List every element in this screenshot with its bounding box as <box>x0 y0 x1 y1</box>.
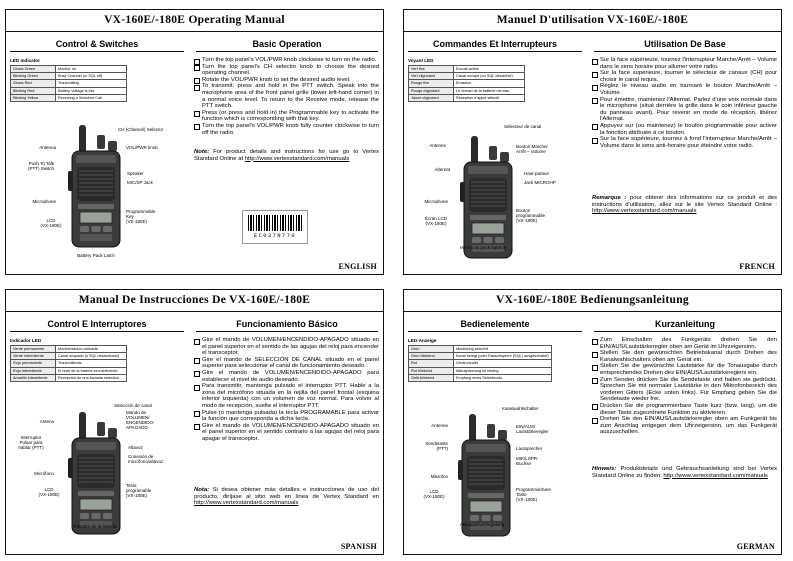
checkbox-bullet-icon <box>592 85 598 91</box>
led-title: LED Indicator <box>10 58 40 63</box>
steps-list <box>194 337 379 443</box>
label-battery-latch: Battery Pack Latch <box>77 253 115 258</box>
led-meaning: Monitoring aktiv/ert <box>454 346 552 353</box>
step-item <box>194 423 379 443</box>
label-lcd: LCD (VX-180E) <box>40 218 62 228</box>
right-heading: Utilisation De Base <box>594 37 776 52</box>
step-text: Sur la face supérieure, tournez à fond l'interrupteur Marche/Arrêt – Volume dans le sens anti-horaire pour éteindre votre radio. <box>600 136 777 149</box>
step-text: Turn the top panel's VOL/PWR knob fully counter clockwise to turn off the radio. <box>202 122 379 136</box>
label-vol-pwr: EIN/AUS/ Lautstärkeregler <box>516 424 549 434</box>
panel-spanish <box>5 289 384 555</box>
left-heading: Control E Interruptores <box>10 317 184 332</box>
led-row <box>409 66 525 73</box>
label-ptt: Sendetaste (PTT) <box>425 441 448 451</box>
label-lcd: Écran LCD (VX-180E) <box>424 216 447 226</box>
step-text: Zum Senden drücken Sie die Sendetaste und halten sie gedrückt. Sprechen Sie mit normaler Lautstärke in den Mikrofonbereich des vorderen Gitters (Ecke unten links). Für Empfang geben Sie die Sendetaste wieder frei. <box>600 376 777 403</box>
led-meaning: Ecoute active <box>454 66 525 73</box>
checkbox-bullet-icon <box>194 85 200 91</box>
step-item <box>194 410 379 423</box>
panel-french <box>403 9 782 275</box>
label-speaker: Haut-parleur <box>524 171 550 176</box>
label-channel-selector: Selección de canal <box>114 403 152 408</box>
step-item <box>592 403 777 416</box>
steps-list <box>592 57 777 149</box>
label-vol-pwr: Mando de VOLUMEN/ ENCENDIDO- APAGADO <box>126 410 155 430</box>
led-state: Rot <box>409 360 454 367</box>
led-row <box>409 87 525 94</box>
label-prog-key: Programmierbare Taste (VX-180E) <box>516 487 552 502</box>
led-meaning: Monitorización activada <box>56 346 127 353</box>
led-state: Rot blinkend <box>409 367 454 374</box>
checkbox-bullet-icon <box>592 404 598 410</box>
step-text: Gire el mando de VOLUMEN/ENCENDIDO-APAGADO para establecer el nivel de audio deseado. <box>202 369 379 383</box>
led-row <box>409 80 525 87</box>
led-state: Verde intermitente <box>11 353 56 360</box>
label-lcd: LCD (VX-180E) <box>38 487 60 497</box>
left-heading: Bedienelemente <box>408 317 582 332</box>
led-row <box>11 374 127 381</box>
step-item <box>194 64 379 77</box>
step-item <box>592 57 777 70</box>
led-meaning: Gerät sendet <box>454 360 552 367</box>
led-row <box>11 353 127 360</box>
step-item <box>592 350 777 363</box>
led-row <box>409 367 552 374</box>
led-meaning: Emission <box>454 80 525 87</box>
led-state: Grün blinkend <box>409 353 454 360</box>
led-row <box>409 374 552 381</box>
right-heading: Basic Operation <box>196 37 378 52</box>
panel-title: Manual De Instrucciones De VX-160E/-180E <box>6 290 383 312</box>
led-meaning: Monitor on <box>56 66 127 73</box>
step-text: Stellen Sie den gewünschten Betriebskanal durch Drehen des Kanalwahlschalters oben am Gerät ein. <box>600 350 777 363</box>
step-item <box>194 383 379 409</box>
led-row <box>409 73 525 80</box>
radio-illustration <box>64 125 126 254</box>
step-text: Drücken Sie die programmierbare Taste kurz (bzw. lang), um die dieser Taste zugeordnete Funktion zu aktivieren. <box>600 402 777 416</box>
led-state: Rojo intermitente <box>11 367 56 374</box>
label-speaker: Speaker <box>127 171 144 176</box>
checkbox-bullet-icon <box>592 59 598 65</box>
step-item <box>592 363 777 376</box>
checkbox-bullet-icon <box>194 385 200 391</box>
note <box>194 487 379 507</box>
checkbox-bullet-icon <box>592 124 598 130</box>
label-prog-key: Tecla programable (VX-180E) <box>126 483 152 498</box>
label-battery-latch: Pasador de la batería <box>73 524 117 529</box>
label-ptt: Interruptor Pulsar para hablar (PTT) <box>18 435 44 450</box>
label-mic-sp: MIK/LSPR- Buchse <box>516 456 539 466</box>
label-mic-sp: MIC/SP Jack <box>127 180 153 185</box>
steps-list <box>194 57 379 136</box>
manuals-link[interactable]: http://www.vertexstandard.com/manuals <box>592 208 697 215</box>
note <box>194 149 379 162</box>
checkbox-bullet-icon <box>592 378 598 384</box>
step-text: To transmit, press and hold in the PTT switch. Speak into the microphone area of the front panel grille (lower left-hand corner) in a normal voice level. To return to the Receive mode, release the PTT switch. <box>202 83 379 110</box>
panel-title: VX-160E/-180E Operating Manual <box>6 10 383 32</box>
note-text: Si desea obtener más detalles e instrucciones de uso del producto, diríjase al sitio web en línea de Vertex Standard en <box>194 487 379 500</box>
label-ptt: Push To Talk (PTT) Switch <box>27 161 54 171</box>
step-item <box>194 357 379 370</box>
led-row <box>11 66 127 73</box>
led-meaning: Akkuspannung ist niedrig <box>454 367 552 374</box>
led-state: Verde permanente <box>11 346 56 353</box>
led-meaning: Recepción de una llamada selectiva <box>56 374 127 381</box>
label-antenna: Antena <box>39 419 54 424</box>
language-label: GERMAN <box>736 542 775 551</box>
right-heading: Funcionamiento Básico <box>196 317 378 332</box>
led-meaning: Empfang eines Selektivrufs <box>454 374 552 381</box>
left-heading: Commandes Et Interrupteurs <box>408 37 582 52</box>
label-speaker: Altavoz <box>128 445 143 450</box>
step-item <box>194 110 379 123</box>
led-row <box>11 87 127 94</box>
led-state: Glows Red <box>11 80 56 87</box>
led-state: Amarillo intermitente <box>11 374 56 381</box>
note-prefix: Note: <box>194 149 210 155</box>
led-row <box>11 94 127 101</box>
label-channel-selector: CH (Channel) Selector <box>118 127 164 132</box>
led-state: Vert fixe <box>409 66 454 73</box>
note <box>592 195 777 215</box>
label-microphone: Micrófono <box>34 471 54 476</box>
label-microphone: Microphone <box>424 199 448 204</box>
led-meaning: Kanal belegt (oder Rauschsperre (SQL) ausgeschaltet) <box>454 353 552 360</box>
led-meaning: Canal ocupado (o SQL desactivado) <box>56 353 127 360</box>
led-row <box>11 73 127 80</box>
step-item <box>592 97 777 123</box>
step-text: Press (or press and hold in) the Programmable key to activate the function which is corresponding with that key. <box>202 109 379 123</box>
manuals-link[interactable]: http://www.vertexstandard.com/manuals <box>244 155 350 162</box>
note-text: pour obtenir des informations sur ce produit et des instructions d'utilisation, allez sur le site Vertex Standard Online : <box>592 195 777 208</box>
checkbox-bullet-icon <box>194 65 200 71</box>
led-row <box>409 346 552 353</box>
step-item <box>592 377 777 403</box>
label-antenna: Antenna <box>39 145 56 150</box>
barcode-bars <box>248 215 302 231</box>
led-title: LED-Anzeige <box>408 338 437 343</box>
led-meaning: Busy Channel (or SQL off) <box>56 73 127 80</box>
label-microphone: Microphone <box>32 199 56 204</box>
label-vol-pwr: VOL/PWR knob <box>126 145 158 150</box>
step-text: Sur la face supérieure, tourner le sélecteur de canaux (CH) pour choisir le canal requis. <box>600 70 777 83</box>
step-text: Drehen Sie den EIN/AUS/Lautstärkeregler oben am Funkgerät bis zum Anschlag entgegen dem Uhrzeigersinn, um das Funkgerät auszuschalten. <box>600 416 777 436</box>
step-item <box>194 337 379 357</box>
label-prog-key: Programmable Key (VX-180E) <box>126 209 156 224</box>
led-title: Indicador LED <box>10 338 42 343</box>
step-text: Appuyez sur (ou maintenez) le bouton programmable pour activer la fonction attribuée à ce bouton. <box>600 122 777 136</box>
step-text: Stellen Sie die gewünschte Lautstärke für die Tonausgabe durch entsprechendes Drehen des EIN/AUS/Lautstärkereglers ein. <box>600 363 777 376</box>
checkbox-bullet-icon <box>592 339 598 345</box>
led-state: Glows Green <box>11 66 56 73</box>
led-row <box>409 360 552 367</box>
right-heading: Kurzanleitung <box>594 317 776 332</box>
step-text: Pour émettre, maintenez l'Alternat. Parlez d'une voix normale dans le microphone (situé derrière la grille dans le coin inférieur gauche du panneau avant). Pour revenir en mode de réception, libérez l'Alternat. <box>600 96 777 123</box>
label-ptt: Alternat <box>434 167 450 172</box>
step-item <box>592 123 777 136</box>
led-state: Blinking Yellow <box>11 94 56 101</box>
led-meaning: Réception d'appel sélectif <box>454 94 525 101</box>
led-meaning: Battery Voltage is low <box>56 87 127 94</box>
led-state: Gelb blinkend <box>409 374 454 381</box>
label-lcd: LCD (VX-180E) <box>423 489 445 499</box>
panel-english <box>5 9 384 275</box>
led-meaning: Transmitting <box>56 80 127 87</box>
checkbox-bullet-icon <box>194 111 200 117</box>
radio-illustration <box>64 412 126 541</box>
label-vol-pwr: Bouton Marche/ Arrêt – Volume <box>516 144 548 154</box>
step-item <box>592 83 777 96</box>
led-table <box>408 65 525 102</box>
language-label: SPANISH <box>340 542 377 551</box>
step-item <box>194 57 379 64</box>
led-row <box>409 353 552 360</box>
step-item <box>592 416 777 436</box>
led-row <box>11 346 127 353</box>
step-text: Rotate the VOL/PWR knob to set the desired audio level. <box>202 76 351 83</box>
checkbox-bullet-icon <box>194 358 200 364</box>
note-prefix: Hinweis: <box>592 466 617 472</box>
note <box>592 466 777 479</box>
checkbox-bullet-icon <box>592 98 598 104</box>
checkbox-bullet-icon <box>592 352 598 358</box>
checkbox-bullet-icon <box>194 424 200 430</box>
note-prefix: Remarque : <box>592 195 627 201</box>
step-item <box>194 370 379 383</box>
step-text: Turn the top panel's CH selector knob to choose the desired operating channel. <box>202 63 379 77</box>
step-text: Turn the top panel's VOL/PWR knob clockwise to turn on the radio. <box>202 57 377 63</box>
checkbox-bullet-icon <box>592 72 598 78</box>
step-item <box>592 136 777 149</box>
label-prog-key: Bouton programmable (VX-180E) <box>516 208 546 223</box>
checkbox-bullet-icon <box>592 138 598 144</box>
led-table <box>408 345 552 382</box>
panel-german <box>403 289 782 555</box>
manuals-link[interactable]: http://www.vertexstandard.com/manuals <box>194 500 299 507</box>
panel-title: Manuel D'utilisation VX-160E/-180E <box>404 10 781 32</box>
led-meaning: Receiving a Selective Call <box>56 94 127 101</box>
step-text: Gire el mando de SELECCIÓN DE CANAL situado en el panel superior para seleccionar el canal de funcionamiento deseado. <box>202 356 379 370</box>
led-meaning: Transmitiendo <box>56 360 127 367</box>
led-state: Grün <box>409 346 454 353</box>
barcode <box>242 210 308 244</box>
panel-title: VX-160E/-180E Bedienungsanleitung <box>404 290 781 312</box>
barcode-text: EC037N770 <box>253 233 297 239</box>
led-state: Blinking Red <box>11 87 56 94</box>
step-item <box>194 83 379 109</box>
checkbox-bullet-icon <box>194 124 200 130</box>
note-text: Produktdetails und Gebrauchsanleitung sind bei Vertex Standard Online zu finden: <box>592 466 777 479</box>
label-speaker: Lautsprecher <box>516 446 543 451</box>
left-heading: Control & Switches <box>10 37 184 52</box>
step-item <box>194 123 379 136</box>
step-text: Para transmitir, mantenga pulsado el interruptor PTT. Hable a la zona del micrófono situada en la rejilla del panel frontal (esquina inferior izquierda) con un volumen de voz normal. Para volver al modo de recepción, suelte el interruptor PTT. <box>202 383 379 409</box>
led-meaning: Canal occupé (ou SQL désactivé) <box>454 73 525 80</box>
label-channel-selector: Sélecteur de canal <box>504 124 542 129</box>
led-state: Blinking Green <box>11 73 56 80</box>
note-text: For product details and instructions for use go to Vertex Standard Online at <box>194 149 379 162</box>
step-item <box>194 77 379 84</box>
step-text: Gire el mando de VOLUMEN/ENCENDIDO-APAGADO situado en el panel superior en el sentido de las agujas del reloj para encender el transceptor. <box>202 337 379 357</box>
label-battery-latch: Verrou du pack batterie <box>459 245 507 250</box>
checkbox-bullet-icon <box>194 339 200 345</box>
led-table <box>10 345 127 382</box>
label-mic-sp: Conexión de micrófono/altavoz <box>128 454 164 464</box>
label-antenna: Antenne <box>431 423 448 428</box>
led-state: Rouge fixe <box>409 80 454 87</box>
led-state: Jaune clignotant <box>409 94 454 101</box>
led-row <box>11 360 127 367</box>
led-state: Rouge clignotant <box>409 87 454 94</box>
label-microphone: Mikrofon <box>430 474 448 479</box>
note-prefix: Nota: <box>194 487 210 493</box>
led-row <box>11 367 127 374</box>
label-channel-selector: Kanalwahlschalter <box>502 406 539 411</box>
led-row <box>409 94 525 101</box>
step-text: Zum Einschalten des Funkgeräts drehen Sie den EIN/AUS/Lautstärkeregler oben am Gerät im Uhrzeigersinn. <box>600 337 777 350</box>
checkbox-bullet-icon <box>592 418 598 424</box>
steps-list <box>592 337 777 436</box>
label-antenna: Antenne <box>429 143 446 148</box>
led-meaning: El nivel de la batería es insuficiente. <box>56 367 127 374</box>
checkbox-bullet-icon <box>194 411 200 417</box>
led-meaning: Le niveau de la batterie est bas. <box>454 87 525 94</box>
led-state: Rojo permanente <box>11 360 56 367</box>
label-mic-sp: Jack MICROHP <box>524 180 556 185</box>
step-text: Réglez le niveau audio en tournant le bouton Marche/Arrêt – Volume. <box>600 83 777 96</box>
step-text: Gire el mando de VOLUMEN/ENCENDIDO-APAGADO situado en el panel superior en el sentido contrario a las agujas del reloj para apagar el transceptor. <box>202 422 379 442</box>
led-title: Voyant LED <box>408 58 434 63</box>
step-item <box>592 337 777 350</box>
language-label: ENGLISH <box>338 262 377 271</box>
language-label: FRENCH <box>739 262 775 271</box>
checkbox-bullet-icon <box>592 365 598 371</box>
led-table <box>10 65 127 102</box>
led-row <box>11 80 127 87</box>
step-text: Sur la face supérieure, tournez l'interrupteur Marche/Arrêt – Volume dans le sens horaire pour allumer votre radio. <box>600 57 777 70</box>
label-battery-latch: Akkupackverriegelung <box>459 522 505 527</box>
step-text: Pulse (o mantenga pulsada) la tecla PROGRAMABLE para activar la función que corresponda a dicha tecla. <box>202 409 379 423</box>
step-item <box>592 70 777 83</box>
led-state: Vert clignotant <box>409 73 454 80</box>
manuals-link[interactable]: http://www.vertexstandard.com/manuals <box>663 472 768 479</box>
checkbox-bullet-icon <box>194 371 200 377</box>
